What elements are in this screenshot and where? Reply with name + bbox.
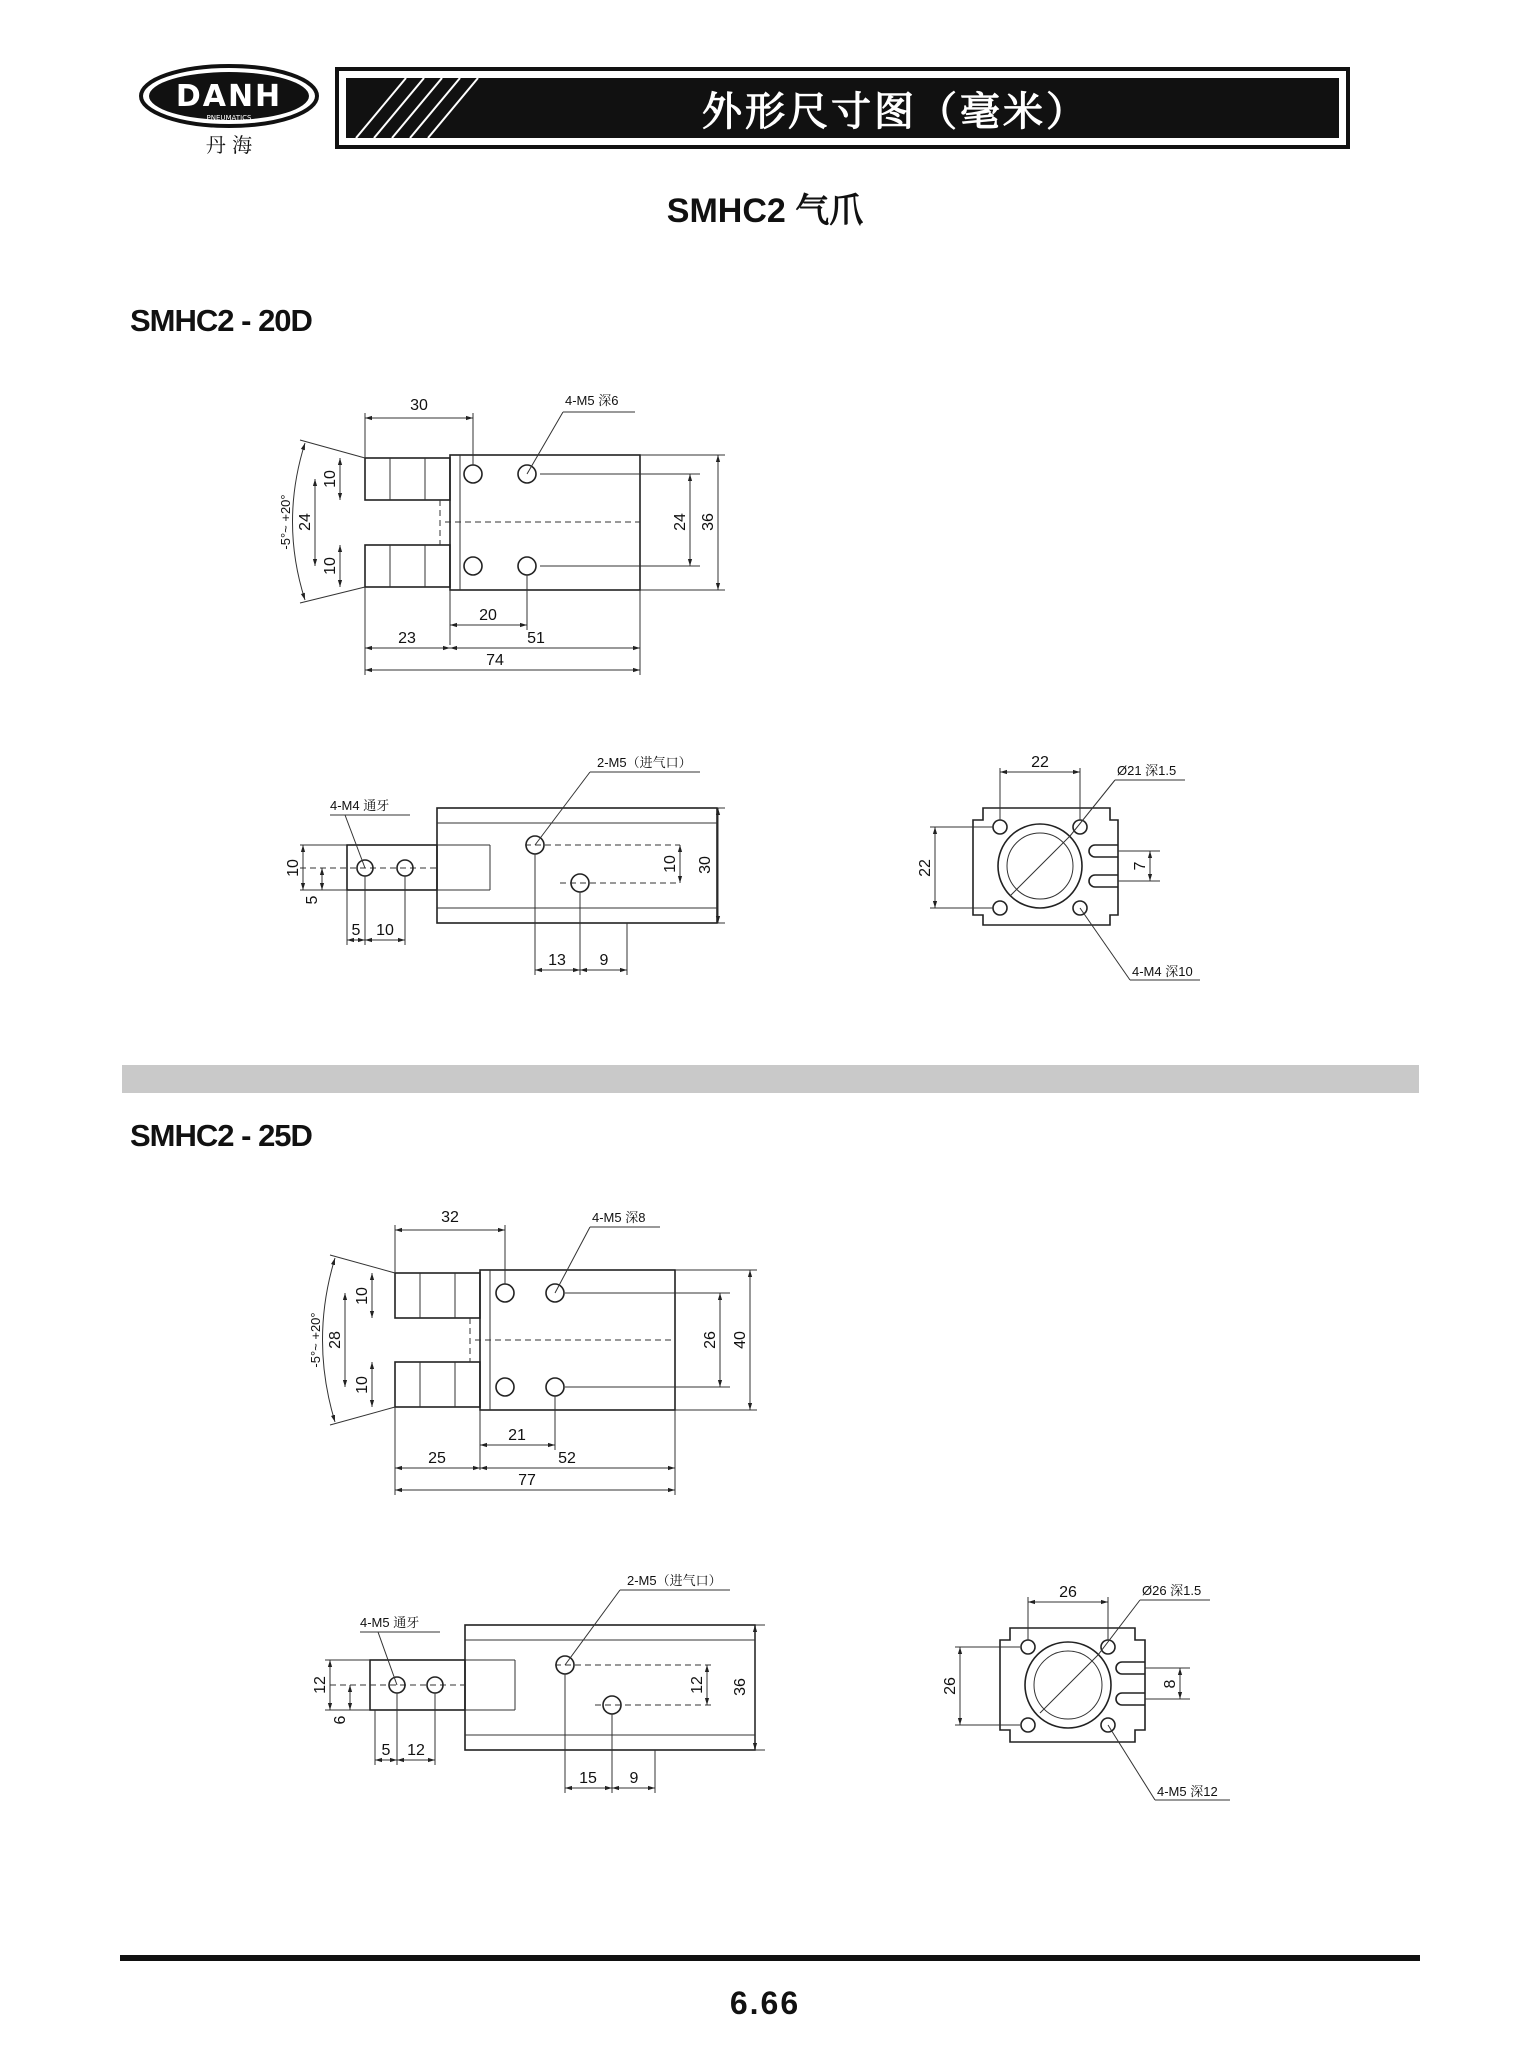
s1-side-dim: 9	[599, 952, 609, 969]
s2-top-jaw-lower	[395, 1362, 480, 1407]
s2-side-dim: 12	[312, 1676, 329, 1694]
s1-top-dim: 51	[527, 630, 545, 647]
s1-top-hole	[518, 557, 536, 575]
s2-top-dim: 26	[702, 1331, 719, 1349]
s2-side-dim: 12	[407, 1742, 425, 1759]
s2-top-hole	[496, 1284, 514, 1302]
s2-top-dim: 10	[354, 1376, 371, 1394]
s1-side-dim: 5	[304, 895, 321, 905]
s1-end-dim: 7	[1132, 861, 1149, 871]
s2-top-jaw-upper	[395, 1273, 480, 1318]
s1-top-jaw-upper	[365, 458, 450, 500]
s2-top-dim: 77	[518, 1472, 536, 1489]
s1-side-dim: 10	[662, 855, 679, 873]
s2-side-dim: 36	[732, 1678, 749, 1696]
s2-top-note: 4-M5 深8	[592, 1210, 646, 1225]
s1-top-note: 4-M5 深6	[565, 393, 619, 408]
s2-end-view	[942, 1583, 1230, 1800]
s2-side-view	[312, 1573, 765, 1793]
logo-chinese-name: 丹 海	[205, 133, 253, 157]
s2-side-note-thread: 4-M5 通牙	[360, 1615, 420, 1630]
s1-top-hole	[464, 557, 482, 575]
logo-text: DANH	[175, 79, 283, 114]
s2-end-note-bore: Ø26 深1.5	[1142, 1583, 1202, 1598]
s2-side-dim: 15	[579, 1770, 597, 1787]
page-heading: SMHC2 气爪	[666, 192, 864, 230]
s1-side-dim: 13	[548, 952, 566, 969]
s2-top-dim: 25	[428, 1450, 446, 1467]
s1-top-dim: 10	[322, 557, 339, 575]
s2-top-view	[308, 1209, 757, 1495]
s2-end-dim: 26	[942, 1677, 959, 1695]
s1-top-dim: 24	[297, 513, 314, 531]
s1-side-dim: 30	[697, 856, 714, 874]
s1-top-dim: 23	[398, 630, 416, 647]
s2-top-dim: 10	[354, 1287, 371, 1305]
s1-top-dim: 74	[486, 652, 504, 669]
section-title-20d: SMHC2 - 20D	[130, 303, 312, 338]
s1-top-dim: 20	[479, 607, 497, 624]
s2-top-dim: 40	[732, 1331, 749, 1349]
s2-end-note-holes: 4-M5 深12	[1157, 1784, 1218, 1799]
logo-subtext: PNEUMATICS	[206, 114, 252, 122]
s1-end-note-bore: Ø21 深1.5	[1117, 763, 1177, 778]
s1-top-dim: 30	[410, 397, 428, 414]
section-title-25d: SMHC2 - 25D	[130, 1118, 312, 1153]
s1-top-angle: -5°~ +20°	[278, 494, 293, 550]
s2-top-dim: 52	[558, 1450, 576, 1467]
s1-top-hole	[464, 465, 482, 483]
s1-side-dim: 5	[351, 922, 361, 939]
s2-side-body	[465, 1625, 755, 1750]
s1-side-note-port: 2-M5（进气口）	[597, 755, 692, 770]
s1-top-dim: 36	[700, 513, 717, 531]
s1-side-dim: 10	[285, 859, 302, 877]
s2-side-dim: 12	[689, 1676, 706, 1694]
s2-side-note-port: 2-M5（进气口）	[627, 1573, 722, 1588]
s2-top-dim: 28	[327, 1331, 344, 1349]
s2-top-hole	[546, 1378, 564, 1396]
s2-top-dim: 32	[441, 1209, 459, 1226]
s1-side-note-thread: 4-M4 通牙	[330, 798, 390, 813]
s2-top-hole	[496, 1378, 514, 1396]
s2-end-dim: 26	[1059, 1584, 1077, 1601]
s2-end-dim: 8	[1162, 1679, 1179, 1689]
s1-end-dim: 22	[917, 859, 934, 877]
header-title: 外形尺寸图（毫米）	[702, 89, 1089, 134]
s1-top-dim: 24	[672, 513, 689, 531]
s2-side-dim: 6	[332, 1715, 349, 1725]
s1-end-dim: 22	[1031, 754, 1049, 771]
s2-side-dim: 5	[381, 1742, 391, 1759]
s1-side-dim: 10	[376, 922, 394, 939]
s2-top-angle: -5°~ +20°	[308, 1312, 323, 1368]
s1-end-view	[917, 754, 1200, 980]
s1-top-view	[278, 393, 725, 675]
page-number: 6.66	[729, 1985, 801, 2021]
s1-side-view	[285, 755, 725, 975]
s1-top-dim: 10	[322, 470, 339, 488]
s2-top-dim: 21	[508, 1427, 526, 1444]
s2-side-dim: 9	[629, 1770, 639, 1787]
footer-rule	[120, 1955, 1420, 1961]
s1-end-note-holes: 4-M4 深10	[1132, 964, 1193, 979]
s1-top-jaw-lower	[365, 545, 450, 587]
